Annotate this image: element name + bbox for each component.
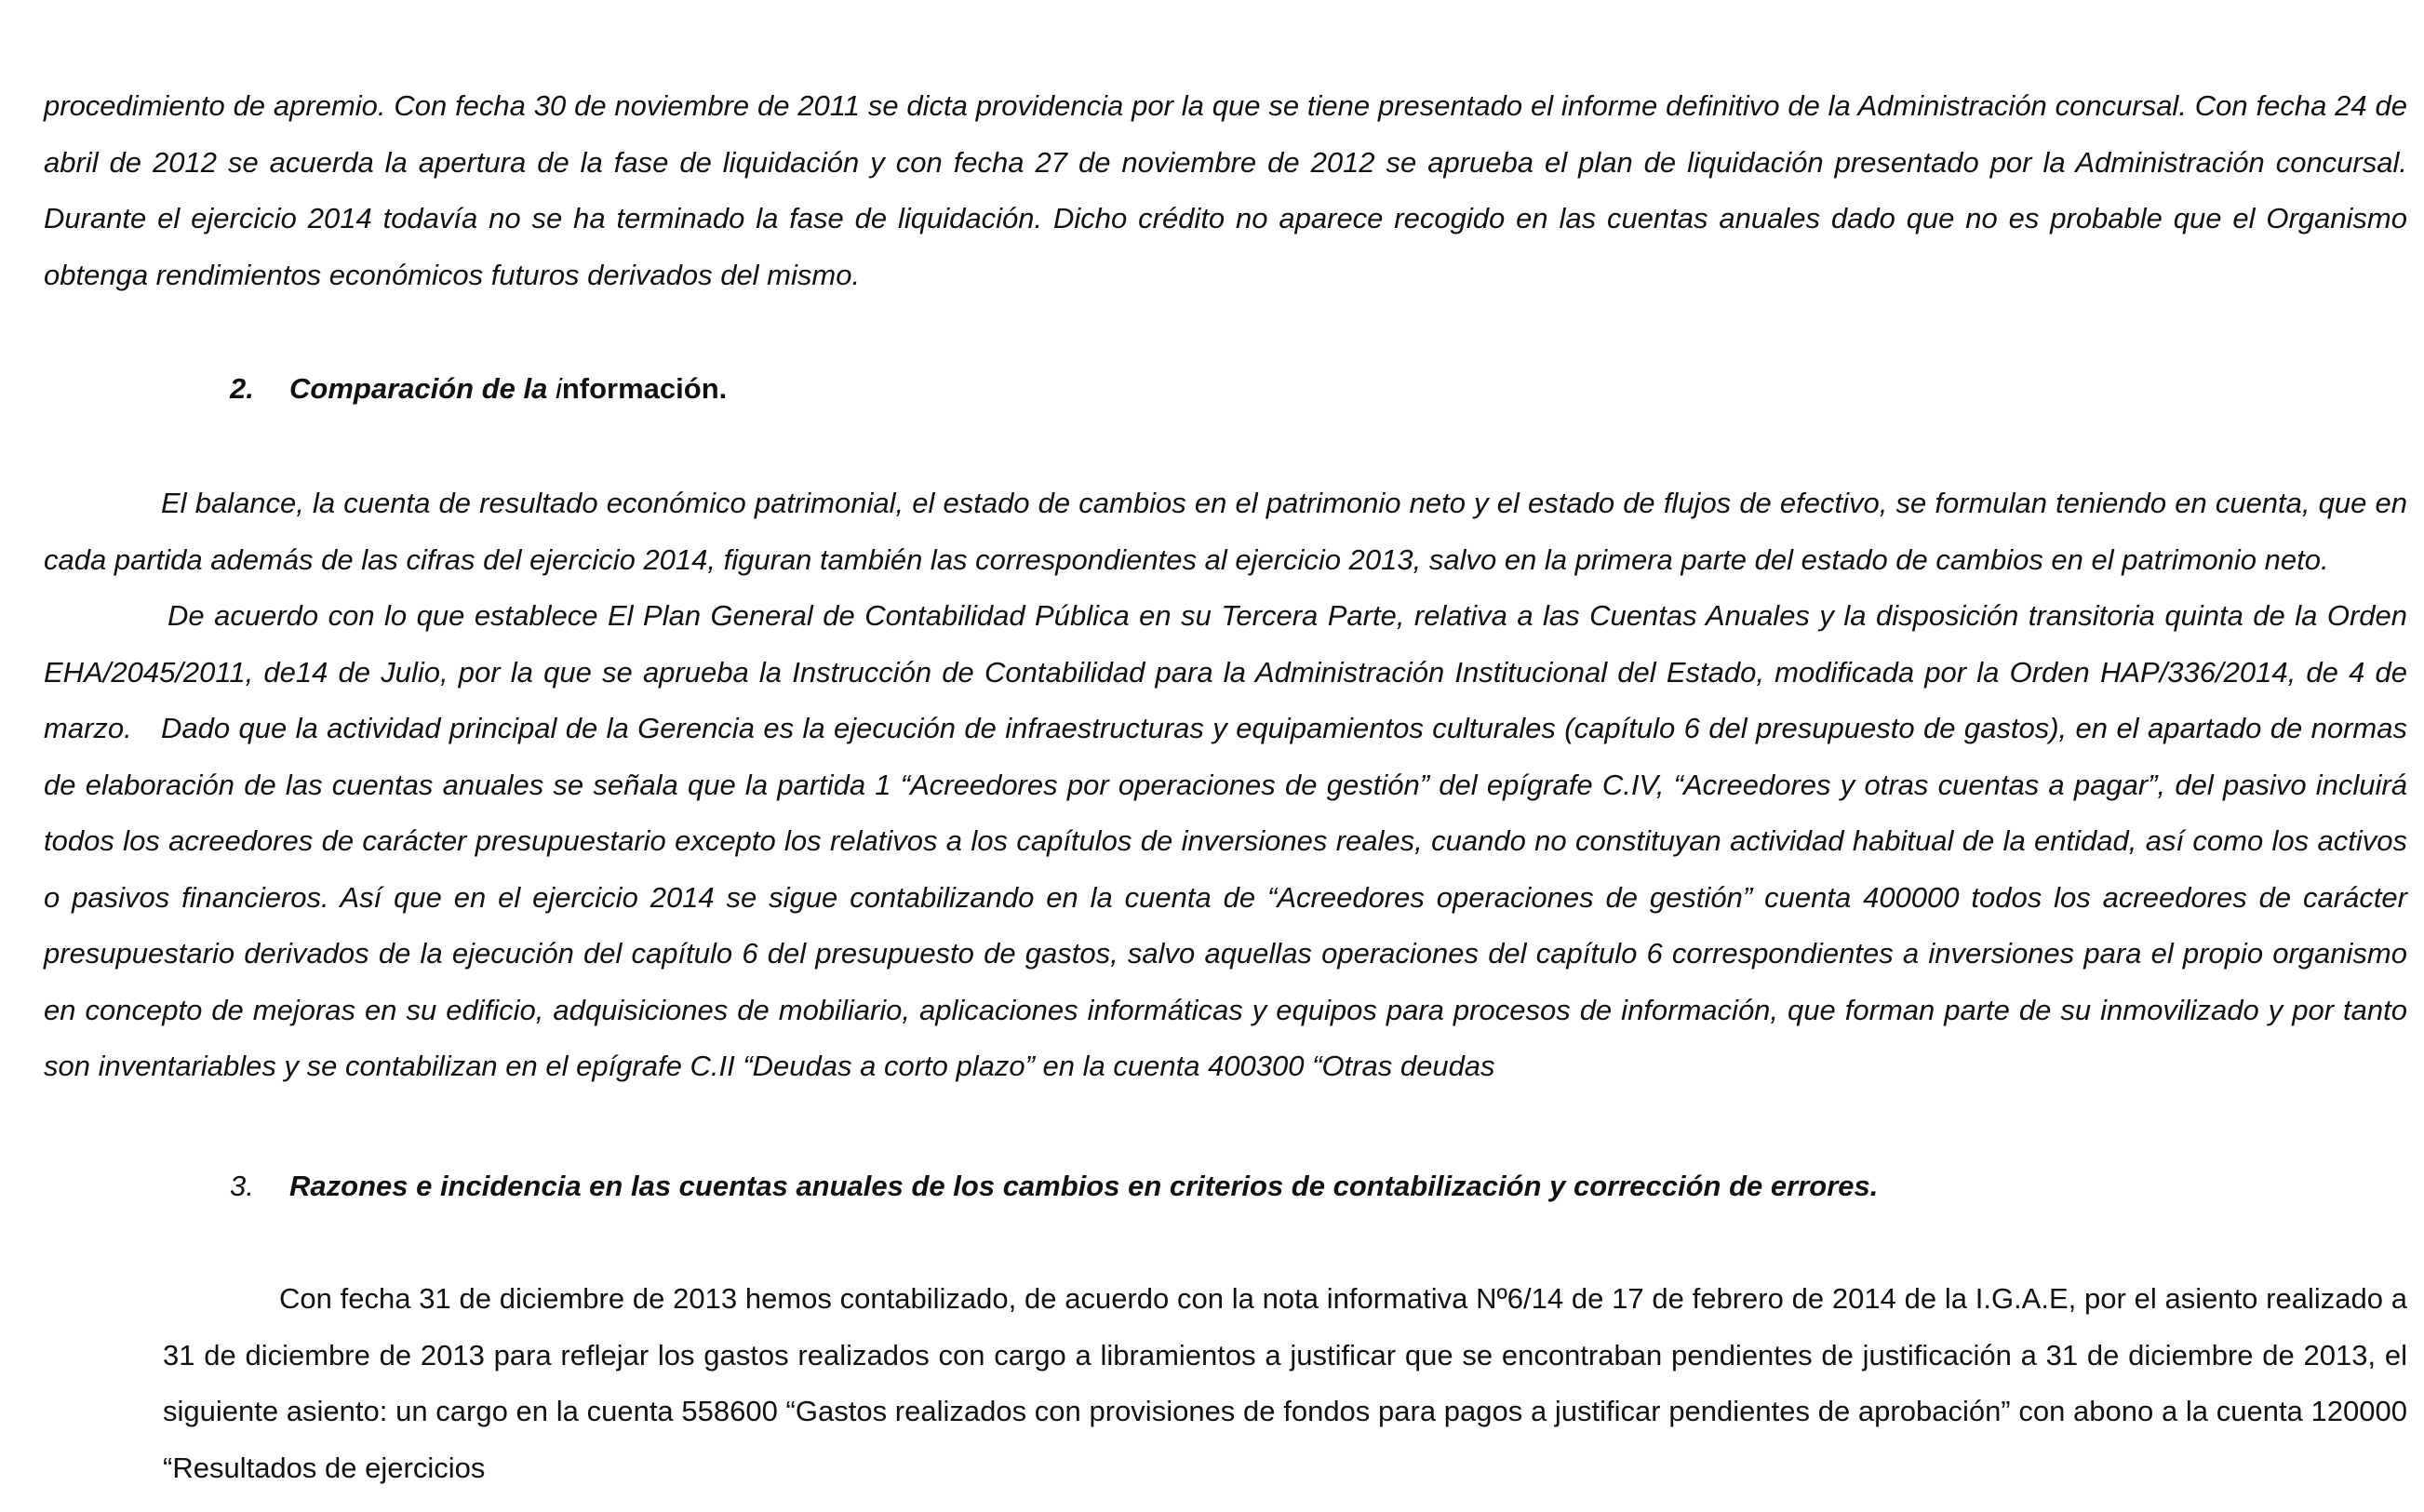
paragraph-comparison-balance: El balance, la cuenta de resultado económico patrimonial, el estado de cambios en el patrimonio neto y el estado de flujos de efectivo, se formulan teniendo en cuenta, que en cada partida además de las cifras del ejercicio 2014, figuran también las correspondientes al ejercicio 2013, salvo en la primera parte del estado de cambios en el patrimonio neto. xyxy=(44,487,2407,576)
section-title-2-part-c: nformación. xyxy=(561,372,728,405)
section-heading-2 xyxy=(230,370,727,408)
section-title-3: Razones e incidencia en las cuentas anuales de los cambios en criterios de contabilización y corrección de errores. xyxy=(289,1170,1879,1202)
section-heading-3 xyxy=(230,1168,1878,1205)
section-title-2-part-a: Comparación de la xyxy=(289,372,556,405)
section-number-2: 2. xyxy=(230,372,254,405)
paragraph-accounting-entry: Con fecha 31 de diciembre de 2013 hemos contabilizado, de acuerdo con la nota informativa Nº6/14 de 17 de febrero de 2014 de la I.G.A.E, por el asiento realizado a 31 de diciembre de 2013 para reflejar los gastos realizados con cargo a libramientos a justificar que se encontraban pendientes de justificación a 31 de diciembre de 2013, el siguiente asiento: un cargo en la cuenta 558600 “Gastos realizados con provisiones de fondos para pagos a justificar pendientes de aprobación” con abono a la cuenta 120000 “Resultados de ejercicios xyxy=(163,1282,2407,1484)
paragraph-liquidation-procedure: procedimiento de apremio. Con fecha 30 de noviembre de 2011 se dicta providencia por la que se tiene presentado el informe definitivo de la Administración concursal. Con fecha 24 de abril de 2012 se acuerda la apertura de la fase de liquidación y con fecha 27 de noviembre de 2012 se aprueba el plan de liquidación presentado por la Administración concursal. Durante el ejercicio 2014 todavía no se ha terminado la fase de liquidación. Dicho crédito no aparece recogido en las cuentas anuales dado que no es probable que el Organismo obtenga rendimientos económicos futuros derivados del mismo. xyxy=(44,89,2407,291)
paragraph-plan-general: De acuerdo con lo que establece El Plan General de Contabilidad Pública en su Tercera Parte, relativa a las Cuentas Anuales y la disposición transitoria quinta de la Orden EHA/2045/2011, de14 de Julio, por la que se aprueba la Instrucción de Contabilidad para la Administración Institucional del Estado, modificada por la Orden HAP/336/2014, de 4 de marzo. xyxy=(44,599,2407,744)
paragraph-gerencia-activity: Dado que la actividad principal de la Gerencia es la ejecución de infraestructuras y equipamientos culturales (capítulo 6 del presupuesto de gastos), en el apartado de normas de elaboración de las cuentas anuales se señala que la partida 1 “Acreedores por operaciones de gestión” del epígrafe C.IV, “Acreedores y otras cuentas a pagar”, del pasivo incluirá todos los acreedores de carácter presupuestario excepto los relativos a los capítulos de inversiones reales, cuando no constituyan actividad habitual de la entidad, así como los activos o pasivos financieros. Así que en el ejercicio 2014 se sigue contabilizando en la cuenta de “Acreedores operaciones de gestión” cuenta 400000 todos los acreedores de carácter presupuestario derivados de la ejecución del capítulo 6 del presupuesto de gastos, salvo aquellas operaciones del capítulo 6 correspondientes a inversiones para el propio organismo en concepto de mejoras en su edificio, adquisiciones de mobiliario, aplicaciones informáticas y equipos para procesos de información, que forman parte de su inmovilizado y por tanto son inventariables y se contabilizan en el epígrafe C.II “Deudas a corto plazo” en la cuenta 400300 “Otras deudas xyxy=(44,712,2407,1082)
section-title-2-part-b: i xyxy=(555,372,562,405)
section-number-3: 3. xyxy=(230,1170,254,1202)
